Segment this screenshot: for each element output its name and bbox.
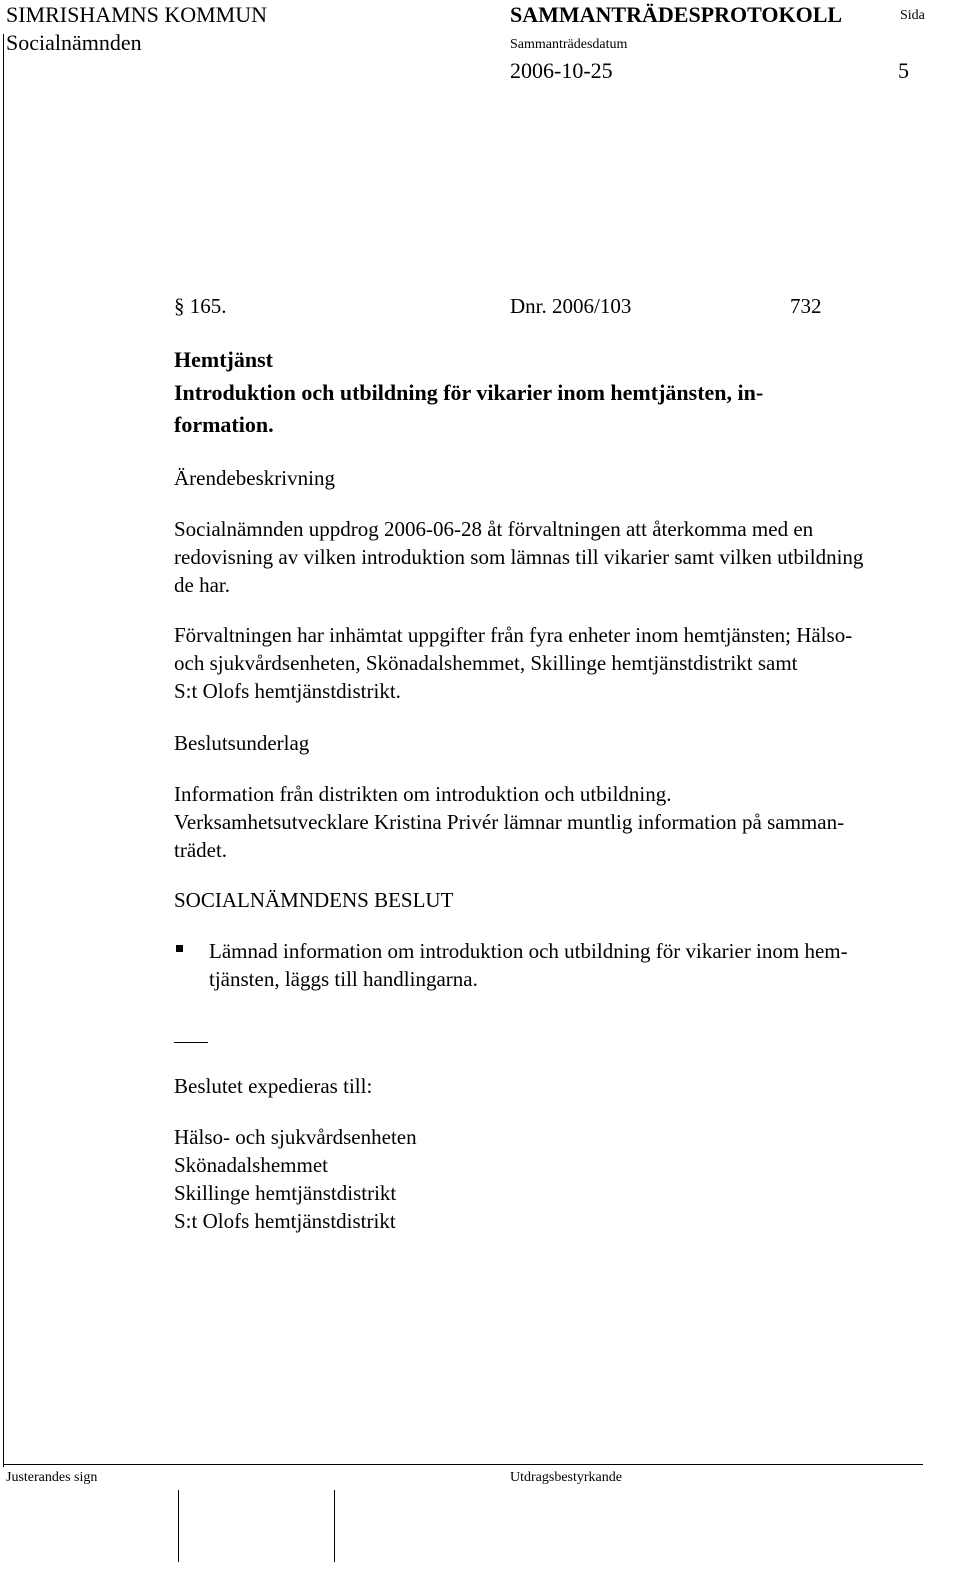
case-number: Dnr. 2006/103 [510, 294, 632, 318]
basis-line-3: trädet. [174, 838, 228, 862]
document-type: SAMMANTRÄDESPROTOKOLL [510, 2, 843, 27]
footer-justerandes-sign: Justerandes sign [6, 1470, 98, 1485]
recipient-1: Hälso- och sjukvårdsenheten [174, 1125, 417, 1149]
basis-line-2: Verksamhetsutvecklare Kristina Privér lämnar muntlig information på samman- [174, 810, 845, 834]
basis-heading: Beslutsunderlag [174, 731, 310, 755]
meeting-date: 2006-10-25 [510, 58, 613, 83]
separator-rule [174, 1042, 208, 1043]
page-number: 5 [898, 58, 909, 83]
meeting-date-label: Sammanträdesdatum [510, 37, 628, 52]
page-label: Sida [900, 8, 925, 23]
signature-box-divider [178, 1490, 179, 1562]
left-margin-rule [3, 34, 4, 1467]
municipality-name: SIMRISHAMNS KOMMUN [6, 2, 267, 27]
decision-heading: SOCIALNÄMNDENS BESLUT [174, 888, 454, 912]
footer-rule [3, 1464, 923, 1465]
signature-box-divider [334, 1490, 335, 1562]
description-heading: Ärendebeskrivning [174, 466, 335, 490]
decision-line-2: tjänsten, läggs till handlingarna. [209, 967, 478, 991]
description-p2-line-3: S:t Olofs hemtjänstdistrikt. [174, 679, 401, 703]
paragraph-number: § 165. [174, 294, 227, 318]
bullet-square-icon [176, 945, 183, 952]
footer-utdragsbestyrkande: Utdragsbestyrkande [510, 1470, 622, 1485]
committee-name: Socialnämnden [6, 30, 142, 55]
item-title-line-1: Hemtjänst [174, 347, 273, 372]
case-code: 732 [790, 294, 822, 318]
description-p1-line-1: Socialnämnden uppdrog 2006-06-28 åt förvaltningen att återkomma med en [174, 517, 814, 541]
dispatch-label: Beslutet expedieras till: [174, 1074, 373, 1098]
item-title-line-2: Introduktion och utbildning för vikarier inom hemtjänsten, in- [174, 380, 764, 405]
item-title-line-3: formation. [174, 412, 274, 437]
description-p1-line-3: de har. [174, 573, 230, 597]
description-p2-line-2: och sjukvårdsenheten, Skönadalshemmet, Skillinge hemtjänstdistrikt samt [174, 651, 798, 675]
description-p1-line-2: redovisning av vilken introduktion som lämnas till vikarier samt vilken utbildning [174, 545, 864, 569]
basis-line-1: Information från distrikten om introduktion och utbildning. [174, 782, 672, 806]
decision-line-1: Lämnad information om introduktion och utbildning för vikarier inom hem- [209, 939, 848, 963]
recipient-4: S:t Olofs hemtjänstdistrikt [174, 1209, 396, 1233]
description-p2-line-1: Förvaltningen har inhämtat uppgifter från fyra enheter inom hemtjänsten; Hälso- [174, 623, 853, 647]
recipient-2: Skönadalshemmet [174, 1153, 328, 1177]
recipient-3: Skillinge hemtjänstdistrikt [174, 1181, 397, 1205]
